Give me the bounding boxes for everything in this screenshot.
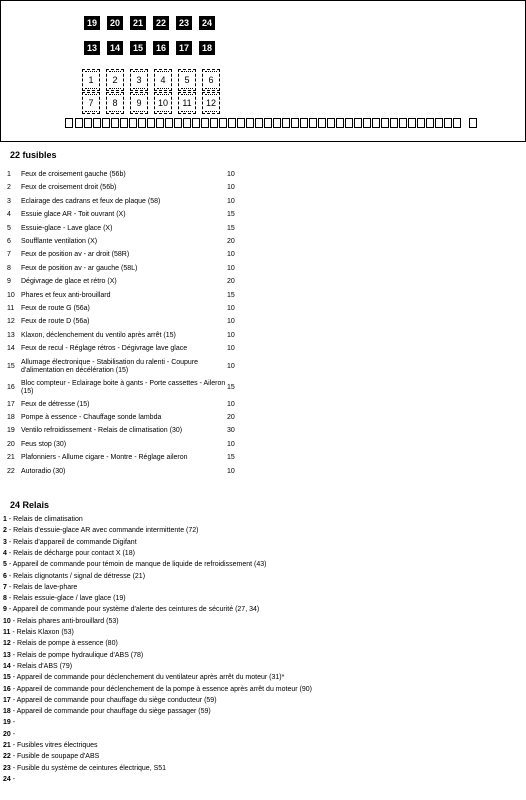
relais-row xyxy=(3,526,199,535)
connector-pin xyxy=(453,118,461,128)
relais-row xyxy=(3,707,211,716)
fuse-number: 21 xyxy=(7,454,15,462)
fuse-row-second xyxy=(84,41,215,55)
connector-pin xyxy=(255,118,263,128)
fuse-number: 3 xyxy=(7,197,11,205)
fuse-amperage: 20 xyxy=(227,238,235,245)
fuse-row xyxy=(7,401,247,409)
relais-row xyxy=(3,538,137,547)
connector-pin xyxy=(363,118,371,128)
connector-pin xyxy=(309,118,317,128)
fuse-description: Feux de croisement gauche (56b) xyxy=(21,171,126,178)
fuse-number: 1 xyxy=(7,171,11,178)
fuse-slot-label: 19 xyxy=(87,18,98,28)
fuse-slot xyxy=(107,16,123,30)
connector-pin xyxy=(147,118,155,128)
connector-pin xyxy=(93,118,101,128)
relais-number: 5 xyxy=(3,561,7,569)
fuse-number: 8 xyxy=(7,264,11,272)
fuse-number: 22 xyxy=(7,467,15,475)
connector-pin xyxy=(264,118,272,128)
relais-number: 3 xyxy=(3,538,7,546)
fuse-amperage: 15 xyxy=(227,211,235,219)
relais-description: - Relais d'essuie-glace AR avec commande intermittente (72) xyxy=(6,527,199,535)
fuse-row xyxy=(7,238,247,246)
fuse-slot xyxy=(153,41,169,55)
fuse-description: Feux de recul - Réglage rétros - Dégivrage lave glace xyxy=(21,345,188,353)
fuse-amperage: 10 xyxy=(227,171,235,178)
relais-description: - Relais d'appareil de commande Digifant xyxy=(6,538,137,546)
fuse-slot xyxy=(84,16,100,30)
connector-pin xyxy=(435,118,443,128)
fuse-description: Feux de position av - ar gauche (58L) xyxy=(21,264,138,272)
relay-row-1 xyxy=(82,69,220,91)
relais-number: 9 xyxy=(3,606,7,614)
fuse-row xyxy=(7,184,247,192)
relay-slot-label: 6 xyxy=(208,75,214,85)
relais-description: - Fusibles vitres électriques xyxy=(10,742,98,749)
fuse-box-diagram xyxy=(0,0,526,142)
fuse-amperage: 10 xyxy=(227,318,235,326)
connector-pin xyxy=(201,118,209,128)
fuse-row xyxy=(7,454,247,462)
fuse-amperage: 15 xyxy=(227,224,235,232)
fuse-amperage: 10 xyxy=(227,467,235,475)
connector-pin xyxy=(390,118,398,128)
connector-pin xyxy=(102,118,110,128)
fuse-amperage: 15 xyxy=(227,383,235,391)
relais-number: 16 xyxy=(3,685,11,693)
relais-description: - Relais essuie-glace / lave glace (19) xyxy=(6,595,126,603)
relais-number: 1 xyxy=(3,516,7,523)
relais-number: 19 xyxy=(3,719,11,727)
connector-pin xyxy=(417,118,425,128)
connector-pin xyxy=(129,118,137,128)
fuse-row xyxy=(7,251,247,259)
fuse-description: Allumage électronique - Stabilisation du ralenti - Coupure d'alimentation en décélération (15) xyxy=(21,358,199,374)
relay-slot xyxy=(178,92,196,114)
connector-pin xyxy=(183,118,191,128)
relais-description: - xyxy=(10,730,16,738)
relais-number: 4 xyxy=(3,549,7,557)
fuse-row xyxy=(7,427,247,435)
fuse-number: 7 xyxy=(7,251,11,259)
fuse-row xyxy=(7,332,247,340)
relais-number: 7 xyxy=(3,583,7,591)
connector-pin xyxy=(174,118,182,128)
fuse-number: 13 xyxy=(7,331,15,339)
fuse-amperage: 10 xyxy=(227,305,235,312)
fuse-description: Dégivrage de glace et rétro (X) xyxy=(21,278,117,286)
relay-slot-label: 8 xyxy=(112,98,118,108)
fuse-description: Feux de position av - ar droit (58R) xyxy=(21,251,130,259)
relais-description: - Appareil de commande pour chauffage du siège conducteur (59) xyxy=(10,696,217,704)
relais-number: 6 xyxy=(3,572,7,580)
relais-description: - Relais de décharge pour contact X (18) xyxy=(6,549,135,557)
fuse-description: Eclairage des cadrans et feux de plaque (58) xyxy=(21,197,161,205)
relais-row xyxy=(3,764,166,773)
relay-slot-label: 5 xyxy=(184,75,190,85)
relais-description: - Relais de lave-phare xyxy=(6,583,78,591)
fuse-row xyxy=(7,441,247,449)
fuse-description: Pompe à essence - Chauffage sonde lambda xyxy=(21,414,162,421)
fuse-slot-label: 18 xyxy=(202,43,213,53)
relais-description: - Appareil de commande pour déclenchement du ventilateur après arrêt du moteur (31)* xyxy=(10,674,285,682)
fuse-description: Autoradio (30) xyxy=(21,467,66,475)
connector-end-left xyxy=(65,118,73,128)
fuse-slot xyxy=(199,16,215,30)
fuse-number: 2 xyxy=(7,184,11,192)
relais-number: 12 xyxy=(3,640,11,648)
relais-row xyxy=(3,752,99,761)
relais-row xyxy=(3,639,118,648)
connector-pin xyxy=(273,118,281,128)
relay-slot-label: 11 xyxy=(182,98,192,108)
relay-slot xyxy=(178,69,196,91)
fuse-number: 4 xyxy=(7,211,11,219)
relay-slot-label: 12 xyxy=(205,98,216,108)
relais-number: 17 xyxy=(3,696,11,704)
fuse-row xyxy=(7,305,247,313)
fuse-number: 12 xyxy=(7,318,15,326)
fuse-description: Soufflante ventilation (X) xyxy=(21,238,98,245)
relais-row xyxy=(3,628,74,637)
fuse-number: 10 xyxy=(7,291,15,299)
relay-slot xyxy=(106,69,124,91)
relais-row xyxy=(3,775,15,784)
connector-pin xyxy=(111,118,119,128)
fuse-row xyxy=(7,318,247,326)
fuse-slot-label: 15 xyxy=(133,43,144,53)
fuse-slot-label: 23 xyxy=(179,18,190,28)
relay-slot xyxy=(154,92,172,114)
fuse-row xyxy=(7,380,247,396)
connector-pin xyxy=(318,118,326,128)
relais-row xyxy=(3,515,83,524)
fuse-amperage: 10 xyxy=(227,440,235,448)
fuse-number: 9 xyxy=(7,278,11,286)
relais-number: 23 xyxy=(3,764,11,772)
relais-row xyxy=(3,605,259,614)
fuse-number: 6 xyxy=(7,238,11,245)
relay-slot xyxy=(106,92,124,114)
relay-slot xyxy=(82,92,100,114)
fuse-row xyxy=(7,278,247,286)
fuse-description: Feux de route G (56a) xyxy=(21,305,90,312)
fuse-slot xyxy=(84,41,100,55)
relais-description: - xyxy=(10,719,16,727)
relais-row xyxy=(3,730,15,739)
relais-description: - xyxy=(10,775,16,783)
fuse-slot-label: 20 xyxy=(110,18,121,28)
connector-pin xyxy=(354,118,362,128)
relais-description: - Appareil de commande pour témoin de manque de liquide de refroidissement (43) xyxy=(6,561,267,569)
connector-pin xyxy=(192,118,200,128)
relais-row xyxy=(3,651,143,660)
fuse-slot-label: 21 xyxy=(133,18,144,28)
fuse-description: Ventilo refroidissement - Relais de climatisation (30) xyxy=(21,427,183,435)
connector-pin xyxy=(408,118,416,128)
relais-description: - Fusible de soupape d'ABS xyxy=(10,753,100,761)
relais-description: - Appareil de commande pour déclenchement de la pompe à essence après arrêt du moteur (90) xyxy=(10,685,312,693)
relay-slot-label: 3 xyxy=(136,75,142,85)
fuse-amperage: 10 xyxy=(227,400,235,408)
fuse-row xyxy=(7,225,247,233)
relais-row xyxy=(3,741,98,750)
fuse-amperage: 30 xyxy=(227,427,235,435)
fuse-number: 17 xyxy=(7,400,15,408)
connector-strip xyxy=(75,118,467,130)
relais-row xyxy=(3,662,72,671)
fuse-amperage: 10 xyxy=(227,264,235,272)
relais-description: - Relais clignotants / signal de détresse (21) xyxy=(6,572,146,580)
relais-number: 24 xyxy=(3,775,11,783)
connector-pin xyxy=(399,118,407,128)
fuse-description: Essuie glace AR - Toit ouvrant (X) xyxy=(21,211,126,219)
relais-row xyxy=(3,560,266,569)
fuse-slot xyxy=(199,41,215,55)
fuse-description: Phares et feux anti-brouillard xyxy=(21,291,111,299)
fuse-amperage: 10 xyxy=(227,251,235,259)
fuse-description: Feux de croisement droit (56b) xyxy=(21,184,117,192)
fuse-slot xyxy=(130,41,146,55)
relais-number: 20 xyxy=(3,730,11,738)
fuse-amperage: 10 xyxy=(227,362,235,370)
fuse-slot-label: 24 xyxy=(202,18,213,28)
fuse-row xyxy=(7,211,247,219)
fuse-description: Essuie-glace - Lave glace (X) xyxy=(21,224,113,232)
fuse-slot-label: 22 xyxy=(156,18,167,28)
fuse-row xyxy=(7,414,247,422)
connector-pin xyxy=(327,118,335,128)
relais-number: 11 xyxy=(3,629,11,636)
fuse-slot-label: 16 xyxy=(156,43,167,53)
fuse-row xyxy=(7,171,247,179)
fuse-amperage: 10 xyxy=(227,331,235,339)
fuse-slot xyxy=(107,41,123,55)
relais-number: 10 xyxy=(3,617,11,625)
fuse-amperage: 20 xyxy=(227,278,235,286)
relay-slot xyxy=(82,69,100,91)
fuse-row xyxy=(7,359,247,375)
fuse-amperage: 15 xyxy=(227,454,235,462)
fuse-amperage: 20 xyxy=(227,414,235,421)
relais-row xyxy=(3,617,119,626)
connector-pin xyxy=(300,118,308,128)
connector-pin xyxy=(381,118,389,128)
relais-description: - Relais d'ABS (79) xyxy=(10,662,73,670)
connector-pin xyxy=(282,118,290,128)
fuse-row xyxy=(7,198,247,206)
fuse-description: Feux de détresse (15) xyxy=(21,400,90,408)
relais-number: 2 xyxy=(3,527,7,535)
fuse-description: Feus stop (30) xyxy=(21,440,67,448)
fuse-slot xyxy=(130,16,146,30)
fuse-amperage: 15 xyxy=(227,291,235,299)
fuse-amperage: 10 xyxy=(227,184,235,192)
fuse-number: 14 xyxy=(7,345,15,353)
fuse-slot xyxy=(153,16,169,30)
relais-row xyxy=(3,594,126,603)
relay-row-2 xyxy=(82,92,220,114)
fuse-number: 18 xyxy=(7,414,15,421)
connector-pin xyxy=(336,118,344,128)
relais-number: 21 xyxy=(3,742,11,749)
relais-number: 14 xyxy=(3,662,11,670)
fuse-number: 15 xyxy=(7,362,15,370)
fuse-description: Bloc compteur - Eclairage boite à gants - Porte cassettes - Aileron (15) xyxy=(21,379,226,395)
connector-pin xyxy=(372,118,380,128)
relais-number: 8 xyxy=(3,595,7,603)
relais-description: - Appareil de commande pour système d'alerte des ceintures de sécurité (27, 34) xyxy=(6,606,260,614)
fuse-slot xyxy=(176,16,192,30)
relais-title: 24 Relais xyxy=(10,500,50,510)
fuse-amperage: 10 xyxy=(227,197,235,205)
fuse-number: 20 xyxy=(7,440,15,448)
relais-description: - Relais de pompe à essence (80) xyxy=(10,640,118,648)
relais-row xyxy=(3,718,15,727)
relay-slot xyxy=(202,92,220,114)
relais-row xyxy=(3,549,135,558)
relais-number: 13 xyxy=(3,651,11,659)
connector-pin xyxy=(165,118,173,128)
relay-slot xyxy=(130,92,148,114)
connector-pin xyxy=(246,118,254,128)
fuse-row xyxy=(7,345,247,353)
connector-end-right xyxy=(469,118,477,128)
fuse-row xyxy=(7,265,247,273)
fuse-slot xyxy=(176,41,192,55)
relais-description: - Fusible du système de ceintures électrique, S51 xyxy=(10,764,167,772)
relay-slot xyxy=(202,69,220,91)
fuse-description: Plafonniers - Allume cigare - Montre - Réglage aileron xyxy=(21,454,188,462)
connector-pin xyxy=(210,118,218,128)
relay-slot-label: 7 xyxy=(88,98,94,108)
relais-row xyxy=(3,685,312,694)
relais-description: - Relais phares anti-brouillard (53) xyxy=(10,617,119,625)
relais-row xyxy=(3,673,284,682)
connector-pin xyxy=(345,118,353,128)
fuse-slot-label: 14 xyxy=(110,43,121,53)
relais-number: 15 xyxy=(3,674,11,682)
connector-pin xyxy=(426,118,434,128)
relay-slot-label: 1 xyxy=(88,75,94,85)
relay-slot-label: 2 xyxy=(112,75,118,85)
relais-description: - Relais de climatisation xyxy=(6,516,83,523)
fuse-amperage: 10 xyxy=(227,345,235,353)
connector-pin xyxy=(219,118,227,128)
relais-row xyxy=(3,583,77,592)
connector-pin xyxy=(291,118,299,128)
relais-row xyxy=(3,572,145,581)
fuses-title: 22 fusibles xyxy=(10,150,57,160)
fuse-description: Feux de route D (56a) xyxy=(21,318,90,326)
fuse-slot-label: 17 xyxy=(179,43,190,53)
fuse-number: 11 xyxy=(7,305,15,312)
fuse-row xyxy=(7,468,247,476)
fuse-description: Klaxon, déclenchement du ventilo après arrêt (15) xyxy=(21,331,176,339)
relais-description: - Relais de pompe hydraulique d'ABS (78) xyxy=(10,651,144,659)
relais-number: 18 xyxy=(3,708,11,716)
relay-slot-label: 9 xyxy=(136,98,142,108)
connector-pin xyxy=(138,118,146,128)
connector-pin xyxy=(84,118,92,128)
fuse-slot-label: 13 xyxy=(87,43,98,53)
relais-number: 22 xyxy=(3,753,11,761)
fuse-row-top xyxy=(84,16,215,30)
connector-pin xyxy=(156,118,164,128)
connector-pin xyxy=(444,118,452,128)
relay-slot xyxy=(154,69,172,91)
relay-slot xyxy=(130,69,148,91)
connector-pin xyxy=(237,118,245,128)
fuse-number: 19 xyxy=(7,427,15,435)
relais-description: - Appareil de commande pour chauffage du siège passager (59) xyxy=(10,708,211,716)
connector-pin xyxy=(120,118,128,128)
relay-slot-label: 10 xyxy=(157,98,168,108)
relay-slot-label: 4 xyxy=(160,75,166,85)
relais-description: - Relais Klaxon (53) xyxy=(10,629,74,636)
relais-row xyxy=(3,696,217,705)
fuse-row xyxy=(7,292,247,300)
connector-pin xyxy=(228,118,236,128)
connector-pin xyxy=(75,118,83,128)
fuse-number: 16 xyxy=(7,383,15,391)
fuse-number: 5 xyxy=(7,224,11,232)
